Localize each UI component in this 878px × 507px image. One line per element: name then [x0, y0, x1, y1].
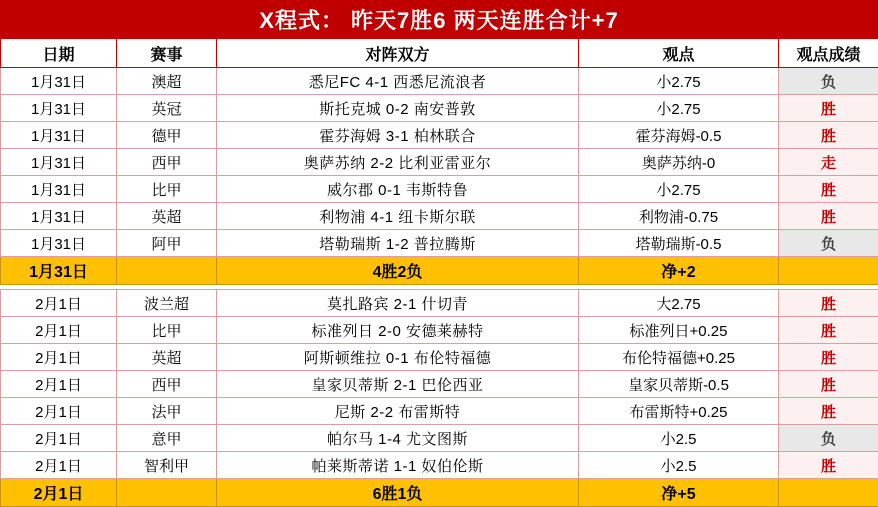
cell-league: 比甲: [117, 176, 217, 203]
cell-view: 大2.75: [579, 290, 779, 317]
results-table: [0, 38, 878, 507]
cell-view: 奥萨苏纳-0: [579, 149, 779, 176]
cell-result: 胜: [779, 317, 878, 344]
table-row: [1, 149, 878, 176]
cell-result: 负: [779, 68, 878, 95]
summary-net: 净+2: [579, 257, 779, 285]
cell-match: 塔勒瑞斯 1-2 普拉腾斯: [217, 230, 579, 257]
summary-date: 2月1日: [1, 479, 117, 507]
cell-match: 标准列日 2-0 安德莱赫特: [217, 317, 579, 344]
cell-match: 皇家贝蒂斯 2-1 巴伦西亚: [217, 371, 579, 398]
cell-match: 利物浦 4-1 纽卡斯尔联: [217, 203, 579, 230]
cell-view: 小2.75: [579, 68, 779, 95]
cell-result: 胜: [779, 290, 878, 317]
cell-view: 皇家贝蒂斯-0.5: [579, 371, 779, 398]
cell-view: 小2.75: [579, 176, 779, 203]
summary-row-day2: [1, 479, 878, 507]
cell-league: 西甲: [117, 371, 217, 398]
cell-view: 霍芬海姆-0.5: [579, 122, 779, 149]
cell-result: 负: [779, 230, 878, 257]
cell-match: 奥萨苏纳 2-2 比利亚雷亚尔: [217, 149, 579, 176]
cell-league: 法甲: [117, 398, 217, 425]
cell-view: 小2.75: [579, 95, 779, 122]
table-row: [1, 95, 878, 122]
cell-league: 智利甲: [117, 452, 217, 479]
table-row: [1, 344, 878, 371]
cell-date: 1月31日: [1, 230, 117, 257]
table-row: [1, 398, 878, 425]
cell-date: 1月31日: [1, 149, 117, 176]
cell-view: 布雷斯特+0.25: [579, 398, 779, 425]
cell-date: 2月1日: [1, 344, 117, 371]
cell-date: 2月1日: [1, 398, 117, 425]
cell-result: 胜: [779, 398, 878, 425]
summary-blank-result: [779, 257, 878, 285]
table-row: [1, 203, 878, 230]
page-title: X程式： 昨天7胜6 两天连胜合计+7: [0, 0, 878, 38]
cell-league: 波兰超: [117, 290, 217, 317]
table-row: [1, 290, 878, 317]
cell-match: 悉尼FC 4-1 西悉尼流浪者: [217, 68, 579, 95]
table-row: [1, 452, 878, 479]
cell-match: 威尔郡 0-1 韦斯特鲁: [217, 176, 579, 203]
cell-result: 负: [779, 425, 878, 452]
cell-result: 胜: [779, 203, 878, 230]
summary-record: 6胜1负: [217, 479, 579, 507]
cell-view: 布伦特福德+0.25: [579, 344, 779, 371]
cell-date: 1月31日: [1, 176, 117, 203]
header-league: 赛事: [117, 39, 217, 68]
cell-date: 2月1日: [1, 425, 117, 452]
cell-match: 霍芬海姆 3-1 柏林联合: [217, 122, 579, 149]
cell-date: 2月1日: [1, 317, 117, 344]
cell-league: 比甲: [117, 317, 217, 344]
table-row: [1, 425, 878, 452]
cell-match: 尼斯 2-2 布雷斯特: [217, 398, 579, 425]
table-row: [1, 122, 878, 149]
cell-match: 帕莱斯蒂诺 1-1 奴伯伦斯: [217, 452, 579, 479]
table-row: [1, 230, 878, 257]
cell-league: 德甲: [117, 122, 217, 149]
cell-date: 2月1日: [1, 452, 117, 479]
cell-league: 英冠: [117, 95, 217, 122]
cell-result: 胜: [779, 95, 878, 122]
table-row: [1, 371, 878, 398]
cell-date: 2月1日: [1, 290, 117, 317]
cell-date: 1月31日: [1, 203, 117, 230]
header-date: 日期: [1, 39, 117, 68]
summary-net: 净+5: [579, 479, 779, 507]
table-row: [1, 317, 878, 344]
cell-date: 1月31日: [1, 122, 117, 149]
cell-league: 英超: [117, 203, 217, 230]
cell-league: 西甲: [117, 149, 217, 176]
cell-result: 胜: [779, 176, 878, 203]
table-row: [1, 176, 878, 203]
summary-row-day1: [1, 257, 878, 285]
cell-match: 莫扎路宾 2-1 什切青: [217, 290, 579, 317]
cell-match: 斯托克城 0-2 南安普敦: [217, 95, 579, 122]
cell-league: 阿甲: [117, 230, 217, 257]
cell-date: 1月31日: [1, 68, 117, 95]
cell-result: 胜: [779, 344, 878, 371]
cell-result: 胜: [779, 122, 878, 149]
cell-date: 2月1日: [1, 371, 117, 398]
cell-view: 标准列日+0.25: [579, 317, 779, 344]
cell-league: 澳超: [117, 68, 217, 95]
cell-result: 胜: [779, 452, 878, 479]
header-result: 观点成绩: [779, 39, 878, 68]
cell-view: 小2.5: [579, 425, 779, 452]
cell-league: 意甲: [117, 425, 217, 452]
cell-match: 阿斯顿维拉 0-1 布伦特福德: [217, 344, 579, 371]
cell-date: 1月31日: [1, 95, 117, 122]
cell-result: 走: [779, 149, 878, 176]
table-row: [1, 68, 878, 95]
cell-view: 小2.5: [579, 452, 779, 479]
cell-match: 帕尔马 1-4 尤文图斯: [217, 425, 579, 452]
summary-date: 1月31日: [1, 257, 117, 285]
cell-result: 胜: [779, 371, 878, 398]
table-header-row: [1, 39, 878, 68]
summary-blank-league: [117, 257, 217, 285]
cell-league: 英超: [117, 344, 217, 371]
cell-view: 利物浦-0.75: [579, 203, 779, 230]
header-view: 观点: [579, 39, 779, 68]
cell-view: 塔勒瑞斯-0.5: [579, 230, 779, 257]
summary-blank-result: [779, 479, 878, 507]
summary-blank-league: [117, 479, 217, 507]
summary-record: 4胜2负: [217, 257, 579, 285]
header-match: 对阵双方: [217, 39, 579, 68]
